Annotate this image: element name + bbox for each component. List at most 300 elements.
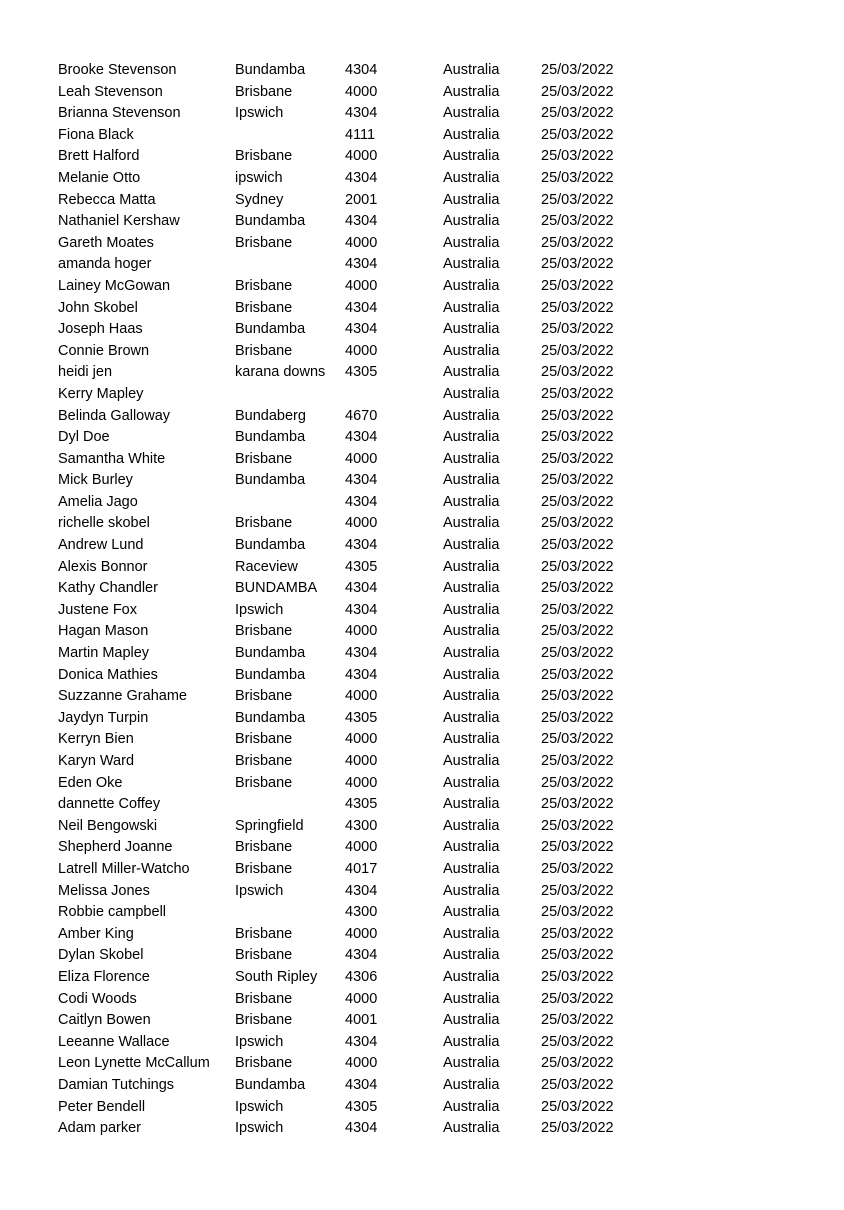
date-cell: 25/03/2022 xyxy=(541,385,614,402)
postcode-cell: 4111 xyxy=(345,126,376,143)
suburb-cell: Bundamba xyxy=(235,62,306,78)
suburb-cell: Bundamba xyxy=(235,213,306,230)
date-cell: 25/03/2022 xyxy=(541,925,614,942)
name-cell: Latrell Miller-Watcho xyxy=(58,860,190,877)
table-row xyxy=(58,665,638,687)
postcode-cell: 4000 xyxy=(345,234,378,251)
name-cell: Dylan Skobel xyxy=(58,947,144,964)
name-cell: Fiona Black xyxy=(58,126,134,143)
suburb-cell: Bundamba xyxy=(235,666,306,683)
date-cell: 25/03/2022 xyxy=(541,688,614,705)
postcode-cell: 4000 xyxy=(345,925,378,942)
name-cell: Neil Bengowski xyxy=(58,817,158,834)
table-row xyxy=(58,341,638,363)
postcode-cell: 4304 xyxy=(345,537,378,554)
date-cell: 25/03/2022 xyxy=(541,623,614,640)
table-row xyxy=(58,859,638,881)
suburb-cell: Brisbane xyxy=(235,234,293,251)
postcode-cell: 4304 xyxy=(345,1120,378,1137)
date-cell: 25/03/2022 xyxy=(541,126,614,143)
date-cell: 25/03/2022 xyxy=(541,882,614,899)
table-row xyxy=(58,600,638,622)
date-cell: 25/03/2022 xyxy=(541,839,614,856)
name-cell: Connie Brown xyxy=(58,342,150,359)
table-row xyxy=(58,1032,638,1054)
name-cell: Mick Burley xyxy=(58,472,133,489)
table-row xyxy=(58,643,638,665)
suburb-cell: Brisbane xyxy=(235,990,293,1007)
postcode-cell: 4305 xyxy=(345,364,378,381)
country-cell: Australia xyxy=(443,666,500,683)
country-cell: Australia xyxy=(443,817,500,834)
postcode-cell: 4000 xyxy=(345,277,378,294)
country-cell: Australia xyxy=(443,796,500,813)
table-row xyxy=(58,384,638,406)
suburb-cell: ipswich xyxy=(235,169,283,186)
table-row xyxy=(58,816,638,838)
date-cell: 25/03/2022 xyxy=(541,277,614,294)
suburb-cell: Bundamba xyxy=(235,429,306,446)
date-cell: 25/03/2022 xyxy=(541,450,614,467)
postcode-cell: 4304 xyxy=(345,472,378,489)
country-cell: Australia xyxy=(443,601,500,618)
postcode-cell: 4304 xyxy=(345,947,378,964)
suburb-cell: Brisbane xyxy=(235,688,293,705)
country-cell: Australia xyxy=(443,342,500,359)
table-row xyxy=(58,319,638,341)
country-cell: Australia xyxy=(443,925,500,942)
suburb-cell: Brisbane xyxy=(235,774,293,791)
country-cell: Australia xyxy=(443,299,500,316)
postcode-cell: 4304 xyxy=(345,1033,378,1050)
table-row xyxy=(58,513,638,535)
date-cell: 25/03/2022 xyxy=(541,407,614,424)
table-row xyxy=(58,924,638,946)
suburb-cell: Sydney xyxy=(235,191,284,208)
suburb-cell: South Ripley xyxy=(235,968,318,985)
name-cell: Dyl Doe xyxy=(58,429,110,446)
postcode-cell: 4001 xyxy=(345,1012,378,1029)
suburb-cell: Brisbane xyxy=(235,925,293,942)
country-cell: Australia xyxy=(443,860,500,877)
table-row xyxy=(58,1075,638,1097)
postcode-cell: 4304 xyxy=(345,666,378,683)
suburb-cell xyxy=(235,254,345,276)
date-cell: 25/03/2022 xyxy=(541,321,614,338)
table-row xyxy=(58,298,638,320)
date-cell: 25/03/2022 xyxy=(541,191,614,208)
country-cell: Australia xyxy=(443,256,500,273)
table-row xyxy=(58,729,638,751)
date-cell: 25/03/2022 xyxy=(541,645,614,662)
name-cell: Alexis Bonnor xyxy=(58,558,148,575)
table-row xyxy=(58,103,638,125)
name-cell: Leon Lynette McCallum xyxy=(58,1055,210,1072)
name-cell: Kathy Chandler xyxy=(58,580,158,597)
country-cell: Australia xyxy=(443,580,500,597)
table-row xyxy=(58,406,638,428)
country-cell: Australia xyxy=(443,990,500,1007)
postcode-cell: 4304 xyxy=(345,299,378,316)
postcode-cell: 4000 xyxy=(345,342,378,359)
country-cell: Australia xyxy=(443,839,500,856)
table-row xyxy=(58,449,638,471)
suburb-cell: karana downs xyxy=(235,364,326,381)
date-cell: 25/03/2022 xyxy=(541,1120,614,1137)
table-row xyxy=(58,578,638,600)
table-row xyxy=(58,362,638,384)
country-cell: Australia xyxy=(443,277,500,294)
country-cell: Australia xyxy=(443,169,500,186)
suburb-cell: Bundamba xyxy=(235,645,306,662)
country-cell: Australia xyxy=(443,429,500,446)
postcode-cell: 4000 xyxy=(345,515,378,532)
date-cell: 25/03/2022 xyxy=(541,299,614,316)
name-cell: Brett Halford xyxy=(58,148,140,165)
country-cell: Australia xyxy=(443,472,500,489)
country-cell: Australia xyxy=(443,753,500,769)
date-cell: 25/03/2022 xyxy=(541,796,614,813)
name-cell: Melissa Jones xyxy=(58,882,150,899)
name-cell: Adam parker xyxy=(58,1120,142,1137)
suburb-cell: Brisbane xyxy=(235,947,293,964)
postcode-cell: 4000 xyxy=(345,148,378,165)
name-cell: heidi jen xyxy=(58,364,113,381)
postcode-cell: 4000 xyxy=(345,990,378,1007)
name-cell: Kerryn Bien xyxy=(58,731,134,748)
postcode-cell: 4000 xyxy=(345,731,378,748)
table-row xyxy=(58,794,638,816)
suburb-cell: Brisbane xyxy=(235,753,293,769)
table-row xyxy=(58,989,638,1011)
name-cell: Suzzanne Grahame xyxy=(58,688,187,705)
date-cell: 25/03/2022 xyxy=(541,169,614,186)
name-cell: Jaydyn Turpin xyxy=(58,709,149,726)
suburb-cell xyxy=(235,125,345,147)
date-cell: 25/03/2022 xyxy=(541,731,614,748)
postcode-cell: 4304 xyxy=(345,169,378,186)
suburb-cell: Springfield xyxy=(235,817,304,834)
postcode-cell: 4000 xyxy=(345,623,378,640)
date-cell: 25/03/2022 xyxy=(541,83,614,100)
name-cell: Robbie campbell xyxy=(58,904,167,921)
table-row xyxy=(58,1097,638,1119)
country-cell: Australia xyxy=(443,515,500,532)
name-cell: Melanie Otto xyxy=(58,169,141,186)
postcode-cell: 4304 xyxy=(345,601,378,618)
suburb-cell: Brisbane xyxy=(235,623,293,640)
postcode-cell: 4305 xyxy=(345,709,378,726)
postcode-cell: 4304 xyxy=(345,105,378,122)
name-cell: Kerry Mapley xyxy=(58,385,144,402)
name-cell: Belinda Galloway xyxy=(58,407,171,424)
date-cell: 25/03/2022 xyxy=(541,234,614,251)
table-row xyxy=(58,1118,638,1140)
country-cell: Australia xyxy=(443,947,500,964)
suburb-cell xyxy=(235,384,345,406)
postcode-cell: 4000 xyxy=(345,688,378,705)
name-cell: Joseph Haas xyxy=(58,321,143,338)
suburb-cell: Raceview xyxy=(235,558,298,575)
table-row xyxy=(58,535,638,557)
suburb-cell: Ipswich xyxy=(235,882,284,899)
date-cell: 25/03/2022 xyxy=(541,1076,614,1093)
country-cell: Australia xyxy=(443,709,500,726)
table-row xyxy=(58,708,638,730)
name-cell: Codi Woods xyxy=(58,990,137,1007)
name-cell: Damian Tutchings xyxy=(58,1076,175,1093)
table-row xyxy=(58,967,638,989)
postcode-cell: 4017 xyxy=(345,860,378,877)
date-cell: 25/03/2022 xyxy=(541,968,614,985)
suburb-cell xyxy=(235,492,345,514)
postcode-cell: 4305 xyxy=(345,558,378,575)
suburb-cell: Bundamba xyxy=(235,537,306,554)
table-row xyxy=(58,233,638,255)
name-cell: richelle skobel xyxy=(58,515,150,532)
postcode-cell: 4304 xyxy=(345,645,378,662)
postcode-cell: 4304 xyxy=(345,580,378,597)
country-cell: Australia xyxy=(443,1076,500,1093)
date-cell: 25/03/2022 xyxy=(541,256,614,273)
country-cell: Australia xyxy=(443,1033,500,1050)
table-row xyxy=(58,82,638,104)
suburb-cell: Bundamba xyxy=(235,1076,306,1093)
table-row xyxy=(58,276,638,298)
table-row xyxy=(58,427,638,449)
table-row xyxy=(58,211,638,233)
date-cell: 25/03/2022 xyxy=(541,429,614,446)
country-cell: Australia xyxy=(443,385,500,402)
postcode-cell: 4300 xyxy=(345,817,378,834)
suburb-cell: Brisbane xyxy=(235,148,293,165)
country-cell: Australia xyxy=(443,493,500,510)
suburb-cell: Brisbane xyxy=(235,83,293,100)
country-cell: Australia xyxy=(443,882,500,899)
table-row xyxy=(58,773,638,795)
date-cell: 25/03/2022 xyxy=(541,904,614,921)
table-row xyxy=(58,254,638,276)
country-cell: Australia xyxy=(443,126,500,143)
name-cell: Eliza Florence xyxy=(58,968,150,985)
name-cell: Caitlyn Bowen xyxy=(58,1012,151,1029)
name-cell: Amelia Jago xyxy=(58,493,138,510)
date-cell: 25/03/2022 xyxy=(541,105,614,122)
country-cell: Australia xyxy=(443,1012,500,1029)
country-cell: Australia xyxy=(443,688,500,705)
data-table xyxy=(58,60,638,1140)
table-row xyxy=(58,125,638,147)
postcode-cell: 4304 xyxy=(345,321,378,338)
table-row xyxy=(58,1010,638,1032)
postcode-cell: 4000 xyxy=(345,753,378,769)
postcode-cell: 4304 xyxy=(345,493,378,510)
country-cell: Australia xyxy=(443,148,500,165)
country-cell: Australia xyxy=(443,731,500,748)
name-cell: Shepherd Joanne xyxy=(58,839,173,856)
date-cell: 25/03/2022 xyxy=(541,601,614,618)
date-cell: 25/03/2022 xyxy=(541,472,614,489)
name-cell: John Skobel xyxy=(58,299,138,316)
table-row xyxy=(58,751,638,773)
name-cell: Justene Fox xyxy=(58,601,137,618)
postcode-cell: 4304 xyxy=(345,429,378,446)
country-cell: Australia xyxy=(443,904,500,921)
name-cell: Andrew Lund xyxy=(58,537,144,554)
name-cell: Hagan Mason xyxy=(58,623,149,640)
country-cell: Australia xyxy=(443,191,500,208)
table-row xyxy=(58,1053,638,1075)
name-cell: Leeanne Wallace xyxy=(58,1033,170,1050)
name-cell: Eden Oke xyxy=(58,774,123,791)
date-cell: 25/03/2022 xyxy=(541,860,614,877)
postcode-cell: 4000 xyxy=(345,83,378,100)
date-cell: 25/03/2022 xyxy=(541,148,614,165)
date-cell: 25/03/2022 xyxy=(541,753,614,769)
suburb-cell xyxy=(235,902,345,924)
suburb-cell: Ipswich xyxy=(235,1033,284,1050)
postcode-cell: 4305 xyxy=(345,796,378,813)
date-cell: 25/03/2022 xyxy=(541,709,614,726)
postcode-cell: 4305 xyxy=(345,1098,378,1115)
suburb-cell: Bundamba xyxy=(235,321,306,338)
postcode-cell: 4306 xyxy=(345,968,378,985)
suburb-cell xyxy=(235,794,345,816)
date-cell: 25/03/2022 xyxy=(541,1033,614,1050)
name-cell: Karyn Ward xyxy=(58,753,135,769)
table-row xyxy=(58,470,638,492)
country-cell: Australia xyxy=(443,105,500,122)
postcode-cell: 4304 xyxy=(345,1076,378,1093)
table-row xyxy=(58,492,638,514)
suburb-cell: Brisbane xyxy=(235,731,293,748)
name-cell: Martin Mapley xyxy=(58,645,150,662)
suburb-cell: Ipswich xyxy=(235,105,284,122)
name-cell: Leah Stevenson xyxy=(58,83,163,100)
suburb-cell: Ipswich xyxy=(235,1098,284,1115)
date-cell: 25/03/2022 xyxy=(541,558,614,575)
suburb-cell: Brisbane xyxy=(235,1055,293,1072)
name-cell: Lainey McGowan xyxy=(58,277,171,294)
suburb-cell: Brisbane xyxy=(235,450,293,467)
country-cell: Australia xyxy=(443,1098,500,1115)
postcode-cell: 4000 xyxy=(345,774,378,791)
postcode-cell: 4000 xyxy=(345,450,378,467)
country-cell: Australia xyxy=(443,774,500,791)
suburb-cell: Ipswich xyxy=(235,1120,284,1137)
date-cell: 25/03/2022 xyxy=(541,493,614,510)
date-cell: 25/03/2022 xyxy=(541,364,614,381)
country-cell: Australia xyxy=(443,234,500,251)
suburb-cell: Brisbane xyxy=(235,1012,293,1029)
date-cell: 25/03/2022 xyxy=(541,1098,614,1115)
country-cell: Australia xyxy=(443,213,500,230)
name-cell: Rebecca Matta xyxy=(58,191,156,208)
name-cell: Brooke Stevenson xyxy=(58,62,177,78)
country-cell: Australia xyxy=(443,623,500,640)
table-row xyxy=(58,837,638,859)
table-row xyxy=(58,168,638,190)
suburb-cell: Brisbane xyxy=(235,839,293,856)
country-cell: Australia xyxy=(443,645,500,662)
postcode-cell: 4000 xyxy=(345,1055,378,1072)
country-cell: Australia xyxy=(443,62,500,78)
date-cell: 25/03/2022 xyxy=(541,62,614,78)
name-cell: Gareth Moates xyxy=(58,234,154,251)
country-cell: Australia xyxy=(443,558,500,575)
country-cell: Australia xyxy=(443,537,500,554)
suburb-cell: Bundamba xyxy=(235,472,306,489)
suburb-cell: Bundamba xyxy=(235,709,306,726)
suburb-cell: Brisbane xyxy=(235,342,293,359)
date-cell: 25/03/2022 xyxy=(541,817,614,834)
postcode-cell: 4304 xyxy=(345,213,378,230)
postcode-cell xyxy=(345,384,443,406)
table-row xyxy=(58,557,638,579)
date-cell: 25/03/2022 xyxy=(541,342,614,359)
suburb-cell: Brisbane xyxy=(235,515,293,532)
name-cell: amanda hoger xyxy=(58,256,152,273)
date-cell: 25/03/2022 xyxy=(541,990,614,1007)
country-cell: Australia xyxy=(443,450,500,467)
name-cell: dannette Coffey xyxy=(58,796,161,813)
table-row xyxy=(58,686,638,708)
country-cell: Australia xyxy=(443,321,500,338)
date-cell: 25/03/2022 xyxy=(541,1012,614,1029)
postcode-cell: 4304 xyxy=(345,256,378,273)
postcode-cell: 2001 xyxy=(345,191,378,208)
date-cell: 25/03/2022 xyxy=(541,774,614,791)
suburb-cell: Brisbane xyxy=(235,299,293,316)
postcode-cell: 4000 xyxy=(345,839,378,856)
country-cell: Australia xyxy=(443,1055,500,1072)
table-row xyxy=(58,902,638,924)
postcode-cell: 4304 xyxy=(345,62,378,78)
date-cell: 25/03/2022 xyxy=(541,580,614,597)
country-cell: Australia xyxy=(443,83,500,100)
postcode-cell: 4300 xyxy=(345,904,378,921)
name-cell: Amber King xyxy=(58,925,134,942)
country-cell: Australia xyxy=(443,407,500,424)
suburb-cell: Bundaberg xyxy=(235,407,306,424)
name-cell: Nathaniel Kershaw xyxy=(58,213,180,230)
country-cell: Australia xyxy=(443,364,500,381)
table-row xyxy=(58,621,638,643)
suburb-cell: BUNDAMBA xyxy=(235,580,318,597)
table-row xyxy=(58,60,638,82)
date-cell: 25/03/2022 xyxy=(541,1055,614,1072)
suburb-cell: Brisbane xyxy=(235,860,293,877)
suburb-cell: Ipswich xyxy=(235,601,284,618)
name-cell: Peter Bendell xyxy=(58,1098,146,1115)
country-cell: Australia xyxy=(443,968,500,985)
date-cell: 25/03/2022 xyxy=(541,666,614,683)
table-row xyxy=(58,146,638,168)
table-row xyxy=(58,190,638,212)
date-cell: 25/03/2022 xyxy=(541,537,614,554)
suburb-cell: Brisbane xyxy=(235,277,293,294)
postcode-cell: 4304 xyxy=(345,882,378,899)
country-cell: Australia xyxy=(443,1120,500,1137)
table-row xyxy=(58,881,638,903)
postcode-cell: 4670 xyxy=(345,407,378,424)
table-row xyxy=(58,945,638,967)
name-cell: Samantha White xyxy=(58,450,166,467)
date-cell: 25/03/2022 xyxy=(541,947,614,964)
name-cell: Brianna Stevenson xyxy=(58,105,181,122)
name-cell: Donica Mathies xyxy=(58,666,158,683)
date-cell: 25/03/2022 xyxy=(541,515,614,532)
